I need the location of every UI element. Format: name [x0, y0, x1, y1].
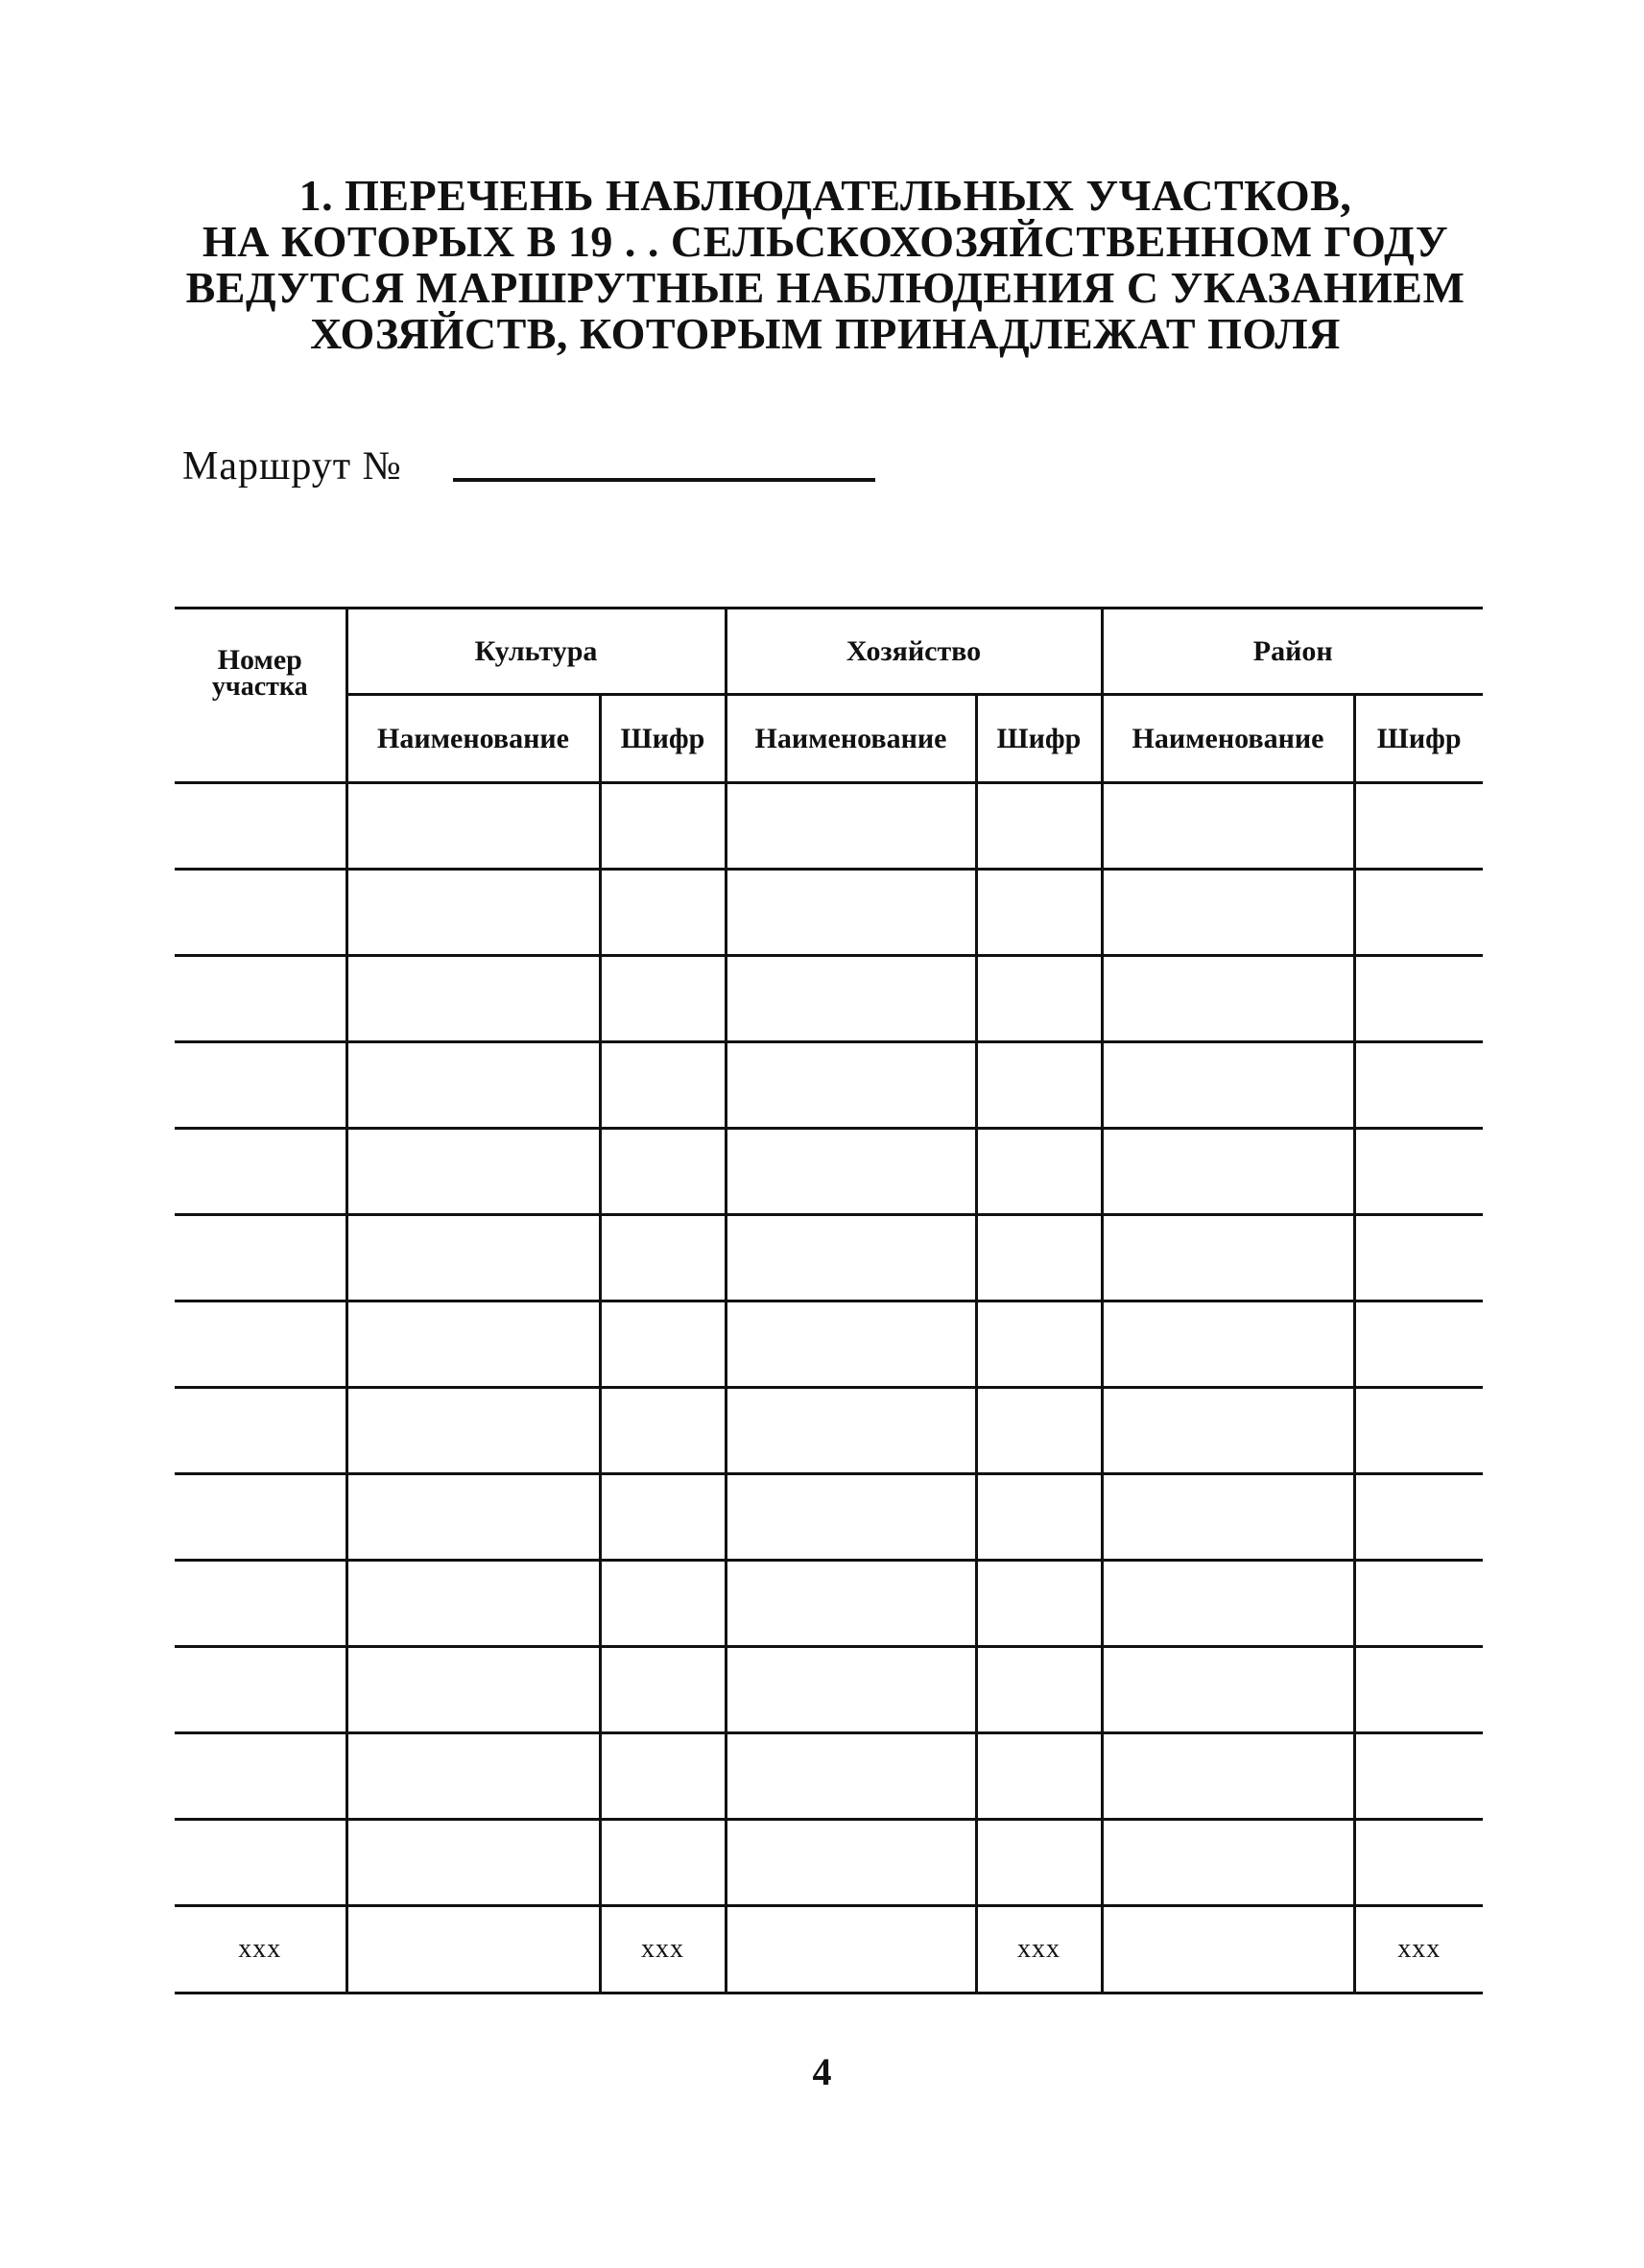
table-cell[interactable]	[1354, 1820, 1483, 1906]
table-cell[interactable]	[976, 1129, 1102, 1215]
table-cell[interactable]	[600, 1042, 726, 1129]
table-cell[interactable]	[1102, 1215, 1354, 1301]
table-cell[interactable]	[726, 1474, 976, 1561]
table-row	[175, 1561, 1483, 1647]
heading-line-1: 1. ПЕРЕЧЕНЬ НАБЛЮДАТЕЛЬНЫХ УЧАСТКОВ,	[298, 171, 1352, 220]
table-cell[interactable]	[726, 870, 976, 956]
table-cell[interactable]	[175, 870, 346, 956]
table-cell[interactable]	[726, 1215, 976, 1301]
table-cell[interactable]	[1354, 1561, 1483, 1647]
table-cell[interactable]	[600, 1301, 726, 1388]
table-cell[interactable]	[175, 1129, 346, 1215]
table-cell[interactable]	[1102, 1733, 1354, 1820]
footer-cell: ххх	[976, 1906, 1102, 1993]
table-row	[175, 1215, 1483, 1301]
header-district: Район	[1102, 609, 1483, 695]
header-farm-code: Шифр	[976, 695, 1102, 783]
table-cell[interactable]	[600, 1474, 726, 1561]
table-row	[175, 1129, 1483, 1215]
table-cell[interactable]	[726, 956, 976, 1042]
table-cell[interactable]	[1354, 870, 1483, 956]
table-cell[interactable]	[726, 1388, 976, 1474]
table-cell[interactable]	[346, 1647, 600, 1733]
table-cell[interactable]	[175, 956, 346, 1042]
table-row	[175, 1042, 1483, 1129]
header-district-name: Наименование	[1102, 695, 1354, 783]
table-row	[175, 1301, 1483, 1388]
table-cell[interactable]	[726, 1647, 976, 1733]
table-cell[interactable]	[976, 1820, 1102, 1906]
table-cell[interactable]	[726, 783, 976, 870]
route-label: Маршрут №	[182, 444, 402, 489]
table-cell[interactable]	[600, 1820, 726, 1906]
table-cell[interactable]	[1102, 870, 1354, 956]
header-plot-number	[175, 609, 346, 783]
table-cell[interactable]	[175, 783, 346, 870]
page-number: 4	[812, 2050, 832, 2093]
table-row	[175, 1388, 1483, 1474]
table-cell[interactable]	[346, 1042, 600, 1129]
table-cell[interactable]	[976, 870, 1102, 956]
table-cell[interactable]	[1354, 783, 1483, 870]
table-body	[175, 783, 1483, 1906]
table-cell[interactable]	[726, 1042, 976, 1129]
table-cell[interactable]	[346, 1561, 600, 1647]
table-cell[interactable]	[1102, 956, 1354, 1042]
table-cell[interactable]	[726, 1561, 976, 1647]
header-crop-code: Шифр	[600, 695, 726, 783]
document-heading	[163, 173, 1488, 357]
table-cell[interactable]	[346, 1820, 600, 1906]
table-cell[interactable]	[346, 1215, 600, 1301]
heading-line-2: НА КОТОРЫХ В 19 . . СЕЛЬСКОХОЗЯЙСТВЕННОМ ГОДУ	[202, 217, 1449, 266]
table-cell[interactable]	[976, 1647, 1102, 1733]
table-cell[interactable]	[346, 870, 600, 956]
table-cell[interactable]	[1354, 1474, 1483, 1561]
table-cell[interactable]	[1102, 783, 1354, 870]
table-row	[175, 870, 1483, 956]
table-cell[interactable]	[726, 1129, 976, 1215]
table-cell[interactable]	[1102, 1647, 1354, 1733]
footer-cell: ххх	[600, 1906, 726, 1993]
table-cell[interactable]	[1102, 1301, 1354, 1388]
plots-table	[175, 607, 1483, 1994]
table-cell[interactable]	[346, 1301, 600, 1388]
table-cell[interactable]	[976, 1561, 1102, 1647]
table-cell[interactable]	[1354, 1215, 1483, 1301]
table-row	[175, 956, 1483, 1042]
table-cell[interactable]	[1102, 1388, 1354, 1474]
table-cell[interactable]	[976, 1388, 1102, 1474]
table-cell[interactable]	[346, 1474, 600, 1561]
header-crop: Культура	[346, 609, 726, 695]
footer-cell	[726, 1906, 976, 1993]
header-district-code: Шифр	[1354, 695, 1483, 783]
header-plot-number-line1: Номер	[217, 644, 302, 676]
table-cell[interactable]	[726, 1733, 976, 1820]
footer-cell: ххх	[1354, 1906, 1483, 1993]
table-cell[interactable]	[1102, 1129, 1354, 1215]
table-cell[interactable]	[600, 1561, 726, 1647]
table-cell[interactable]	[1354, 1733, 1483, 1820]
table-footer-row	[175, 1906, 1483, 1993]
table-cell[interactable]	[600, 1647, 726, 1733]
footer-cell	[346, 1906, 600, 1993]
table-cell[interactable]	[1354, 1647, 1483, 1733]
table-cell[interactable]	[976, 1042, 1102, 1129]
table-cell[interactable]	[175, 1215, 346, 1301]
table-row	[175, 1474, 1483, 1561]
header-farm: Хозяйство	[726, 609, 1102, 695]
table-cell[interactable]	[600, 870, 726, 956]
table-cell[interactable]	[976, 783, 1102, 870]
table-cell[interactable]	[976, 1301, 1102, 1388]
table-cell[interactable]	[1102, 1561, 1354, 1647]
table-cell[interactable]	[175, 1561, 346, 1647]
table-row	[175, 783, 1483, 870]
table-cell[interactable]	[1354, 1129, 1483, 1215]
table-cell[interactable]	[1102, 1042, 1354, 1129]
table-cell[interactable]	[175, 1647, 346, 1733]
table-row	[175, 1733, 1483, 1820]
footer-cell: ххх	[175, 1906, 346, 1993]
table-cell[interactable]	[1354, 1388, 1483, 1474]
header-plot-number-line2: участка	[211, 672, 308, 702]
table-cell[interactable]	[175, 1301, 346, 1388]
table-cell[interactable]	[600, 956, 726, 1042]
table-cell[interactable]	[600, 783, 726, 870]
table-cell[interactable]	[1354, 1301, 1483, 1388]
table-cell[interactable]	[600, 1215, 726, 1301]
table-cell[interactable]	[346, 1129, 600, 1215]
table-row	[175, 1820, 1483, 1906]
table-cell[interactable]	[346, 956, 600, 1042]
table-cell[interactable]	[726, 1820, 976, 1906]
table-cell[interactable]	[600, 1129, 726, 1215]
route-underline	[453, 478, 875, 482]
table-cell[interactable]	[346, 1733, 600, 1820]
table-cell[interactable]	[346, 1388, 600, 1474]
table-cell[interactable]	[175, 1820, 346, 1906]
table-cell[interactable]	[1102, 1474, 1354, 1561]
heading-line-3: ВЕДУТСЯ МАРШРУТНЫЕ НАБЛЮДЕНИЯ С УКАЗАНИЕМ	[185, 263, 1465, 312]
route-field	[182, 443, 402, 489]
table-cell[interactable]	[346, 783, 600, 870]
table-cell[interactable]	[175, 1733, 346, 1820]
header-crop-name: Наименование	[346, 695, 600, 783]
heading-line-4: ХОЗЯЙСТВ, КОТОРЫМ ПРИНАДЛЕЖАТ ПОЛЯ	[310, 309, 1341, 358]
table-cell[interactable]	[600, 1733, 726, 1820]
table-cell[interactable]	[1102, 1820, 1354, 1906]
table-cell[interactable]	[1354, 956, 1483, 1042]
table-cell[interactable]	[726, 1301, 976, 1388]
table-cell[interactable]	[175, 1474, 346, 1561]
table-cell[interactable]	[976, 1474, 1102, 1561]
header-farm-name: Наименование	[726, 695, 976, 783]
table-cell[interactable]	[175, 1388, 346, 1474]
table-row	[175, 1647, 1483, 1733]
table-cell[interactable]	[600, 1388, 726, 1474]
table-cell[interactable]	[1354, 1042, 1483, 1129]
footer-cell	[1102, 1906, 1354, 1993]
table-cell[interactable]	[976, 956, 1102, 1042]
table-cell[interactable]	[976, 1215, 1102, 1301]
table-cell[interactable]	[976, 1733, 1102, 1820]
table-cell[interactable]	[175, 1042, 346, 1129]
